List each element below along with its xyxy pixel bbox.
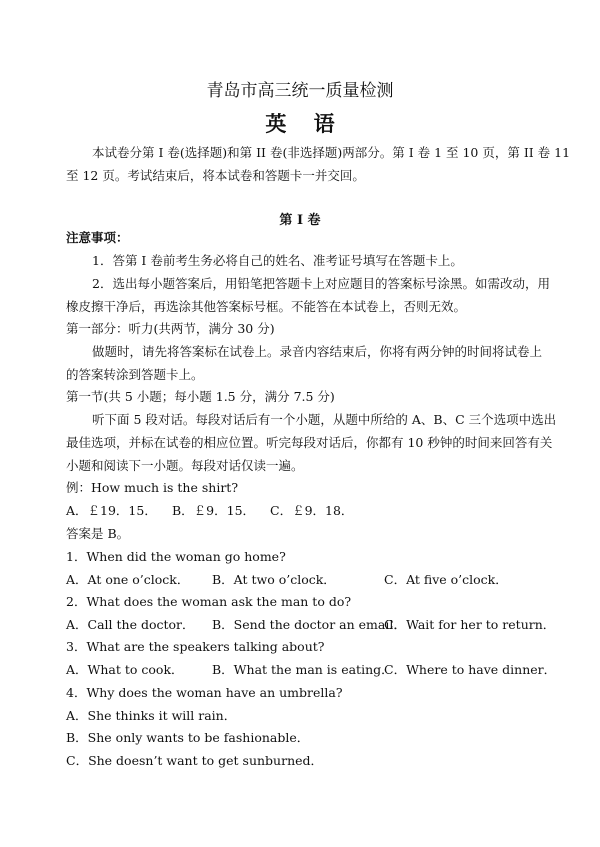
question-4-option-c: C．She doesn’t want to get sunburned． xyxy=(66,753,324,768)
question-1-option-a: A．At one o’clock． xyxy=(66,572,190,587)
question-4: 4．Why does the woman have an umbrella? xyxy=(66,685,343,700)
section1-line-2: 最佳选项，并标在试卷的相应位置。听完每段对话后，你都有 10 秒钟的时间来回答有关 xyxy=(66,435,553,450)
question-3-option-b: B．What the man is eating． xyxy=(212,662,394,677)
intro-line-2: 至 12 页。考试结束后，将本试卷和答题卡一并交回。 xyxy=(66,168,365,183)
question-1-option-b: B．At two o’clock． xyxy=(212,572,336,587)
intro-line-1: 本试卷分第 I 卷(选择题)和第 II 卷(非选择题)两部分。第 I 卷 1 至 10 页，第 II 卷 11 xyxy=(92,145,571,160)
section1-line-3: 小题和阅读下一小题。每段对话仅读一遍。 xyxy=(66,458,304,473)
notes-item-1: 1．答第 I 卷前考生务必将自己的姓名、准考证号填写在答题卡上。 xyxy=(92,253,463,268)
volume-heading: 第 I 卷 xyxy=(279,213,321,228)
question-1: 1．When did the woman go home? xyxy=(66,549,286,564)
subject-title: 英 语 xyxy=(265,111,345,136)
question-2-option-a: A．Call the doctor． xyxy=(66,617,195,632)
part1-line-2: 的答案转涂到答题卡上。 xyxy=(66,367,204,382)
part1-line-1: 做题时，请先将答案标在试卷上。录音内容结束后，你将有两分钟的时间将试卷上 xyxy=(92,344,543,359)
example-question: 例：How much is the shirt? xyxy=(66,480,239,495)
question-3-option-c: C．Where to have dinner． xyxy=(384,662,557,677)
section1-line-1: 听下面 5 段对话。每段对话后有一个小题，从题中所给的 A、B、C 三个选项中选出 xyxy=(92,412,557,427)
question-3-option-a: A．What to cook． xyxy=(66,662,184,677)
question-4-option-a: A．She thinks it will rain． xyxy=(66,708,237,723)
example-option-c: C．￡9．18． xyxy=(270,503,354,518)
question-4-option-b: B．She only wants to be fashionable． xyxy=(66,730,310,745)
question-3: 3．What are the speakers talking about? xyxy=(66,639,325,654)
part1-heading: 第一部分：听力(共两节，满分 30 分) xyxy=(66,321,275,336)
notes-item-2-line-1: 2．选出每小题答案后，用铅笔把答题卡上对应题目的答案标号涂黑。如需改动，用 xyxy=(92,276,550,291)
notes-item-2-line-2: 橡皮擦干净后，再选涂其他答案标号框。不能答在本试卷上，否则无效。 xyxy=(66,299,467,314)
question-1-option-c: C．At five o’clock． xyxy=(384,572,508,587)
example-answer: 答案是 B。 xyxy=(66,526,130,541)
example-option-a: A．￡19．15． xyxy=(66,503,157,518)
section1-heading: 第一节(共 5 小题；每小题 1.5 分，满分 7.5 分) xyxy=(66,389,335,404)
notes-heading: 注意事项： xyxy=(66,230,129,245)
question-2-option-c: C．Wait for her to return． xyxy=(384,617,556,632)
question-2-option-b: B．Send the doctor an email． xyxy=(212,617,406,632)
exam-title: 青岛市高三统一质量检测 xyxy=(206,81,394,101)
question-2: 2．What does the woman ask the man to do? xyxy=(66,594,352,609)
example-option-b: B．￡9．15． xyxy=(172,503,256,518)
